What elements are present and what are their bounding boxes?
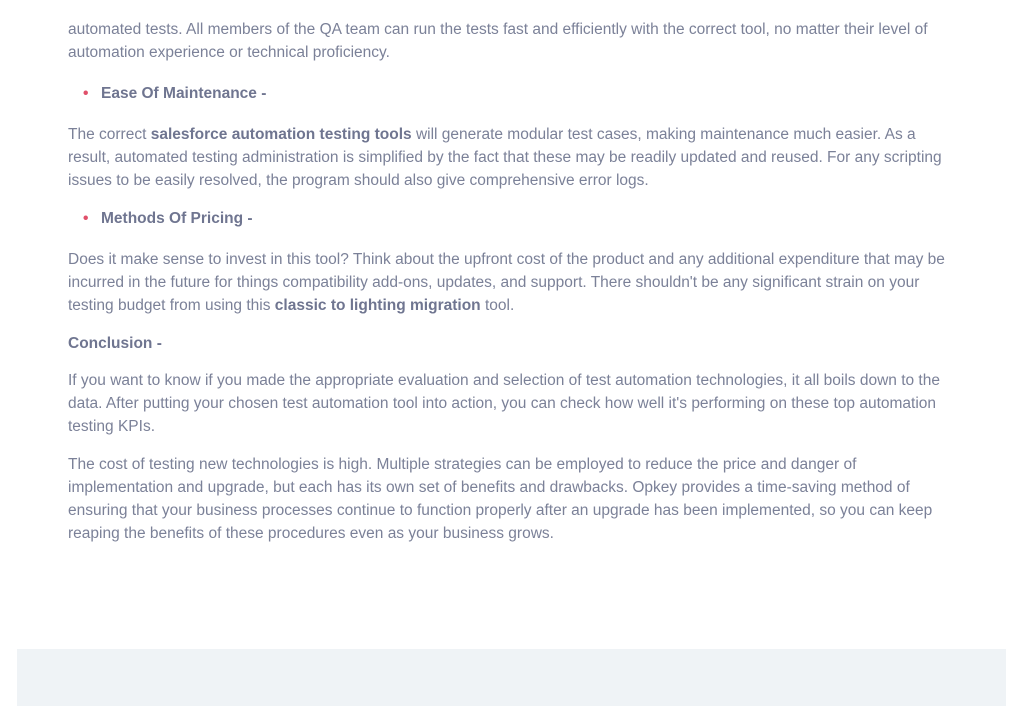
- conclusion-paragraph-2: The cost of testing new technologies is high. Multiple strategies can be employed to reduce the price and danger of implementation and upgrade, but each has its own set of benefits and drawbacks. Opkey provides a time-saving method of ensuring that your business processes continue to function properly after an upgrade has been implemented, so you can keep reaping the benefits of these procedures even as your business grows.: [68, 456, 933, 542]
- footer-band: [17, 649, 1006, 706]
- bullet-item-maintenance: [83, 82, 953, 105]
- bullet-list-pricing: [68, 207, 953, 230]
- pricing-text-pre: Does it make sense to invest in this tool? Think about the upfront cost of the product and any additional expenditure that may be incurred in the future for things compatibility add-ons, updates, and support. There shouldn't be any significant strain on your testing budget from using this: [68, 251, 945, 314]
- bullet-label-maintenance: Ease Of Maintenance -: [101, 85, 267, 102]
- maintenance-text-pre: The correct: [68, 126, 151, 143]
- conclusion-paragraph-1: If you want to know if you made the appropriate evaluation and selection of test automation technologies, it all boils down to the data. After putting your chosen test automation tool into action, you can check how well it's performing on these top automation testing KPIs.: [68, 372, 940, 435]
- bullet-dot-icon: •: [83, 85, 89, 102]
- maintenance-text-post: will generate modular test cases, making maintenance much easier. As a result, automated testing administration is simplified by the fact that these may be readily updated and reused. For any scripting issues to be easily resolved, the program should also give comprehensive error logs.: [68, 126, 942, 189]
- classic-to-lightning-link: classic to lighting migration: [274, 297, 481, 314]
- pricing-text-post: tool.: [480, 297, 515, 314]
- bullet-item-pricing: [83, 207, 953, 230]
- pricing-paragraph: [68, 248, 953, 317]
- bullet-list-maintenance: [68, 82, 953, 105]
- conclusion-heading: Conclusion -: [68, 335, 162, 352]
- intro-paragraph: automated tests. All members of the QA team can run the tests fast and efficiently with the correct tool, no matter their level of automation experience or technical proficiency.: [68, 21, 928, 61]
- bullet-dot-icon: •: [83, 210, 89, 227]
- bullet-label-pricing: Methods Of Pricing -: [101, 210, 253, 227]
- maintenance-paragraph: [68, 123, 953, 192]
- salesforce-automation-link: salesforce automation testing tools: [150, 126, 412, 143]
- article-body: [68, 18, 953, 560]
